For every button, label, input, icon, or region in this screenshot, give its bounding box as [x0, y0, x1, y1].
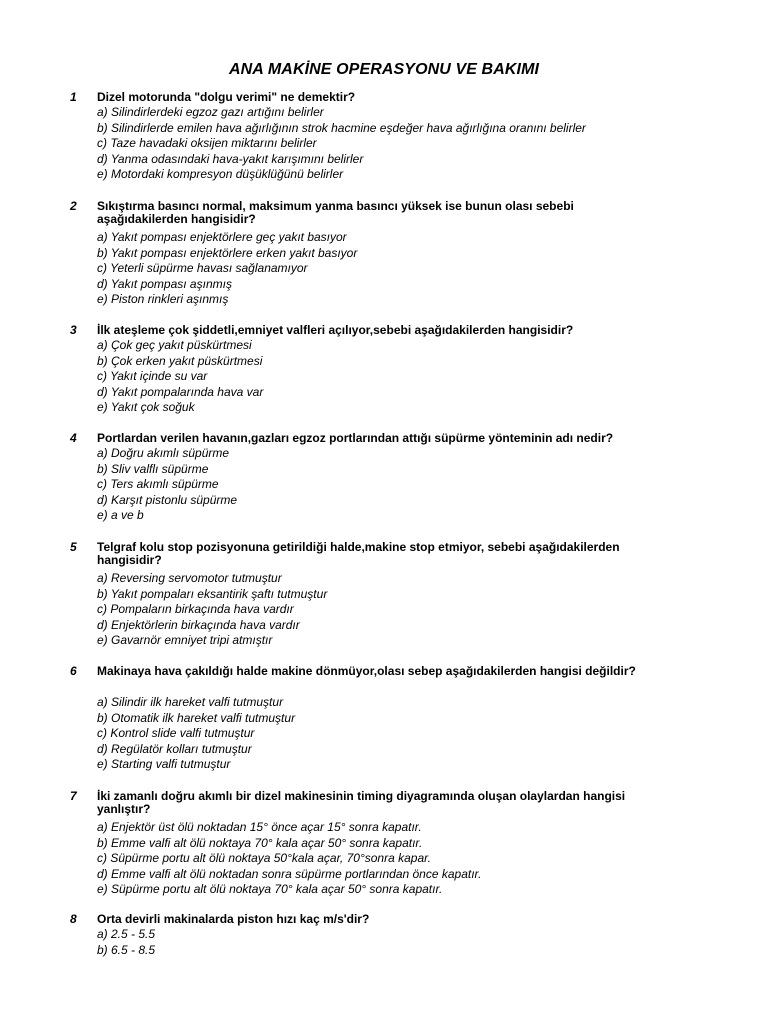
option: e) Yakıt çok soğuk: [97, 400, 195, 414]
option: b) Çok erken yakıt püskürtmesi: [97, 353, 263, 368]
options-list: [97, 230, 357, 308]
option: a) Silindir ilk hareket valfi tutmuştur: [97, 695, 284, 709]
question-number: 4: [70, 431, 77, 445]
options-list: [97, 446, 237, 524]
option: c) Ters akımlı süpürme: [97, 477, 219, 491]
options-list: [97, 105, 586, 183]
option: e) Gavarnör emniyet tripi atmıştır: [97, 633, 273, 647]
question-text: Orta devirli makinalarda piston hızı kaç m/s'dir?: [97, 912, 370, 926]
options-list: [97, 927, 155, 958]
question-text: Telgraf kolu stop pozisyonuna getirildiği halde,makine stop etmiyor, sebebi aşağıdakilerden hangisidir?: [97, 540, 620, 567]
option: b) Yakıt pompaları eksantirik şaftı tutmuştur: [97, 586, 328, 601]
question-number: 3: [70, 323, 77, 337]
question-text: Dizel motorunda "dolgu verimi" ne demektir?: [97, 90, 356, 104]
question-text: Makinaya hava çakıldığı halde makine dönmüyor,olası sebep aşağıdakilerden hangisi değildir?: [97, 664, 636, 678]
option: e) Starting valfi tutmuştur: [97, 757, 231, 771]
option: d) Yakıt pompası aşınmış: [97, 276, 232, 291]
option: d) Enjektörlerin birkaçında hava vardır: [97, 617, 300, 632]
option: a) Doğru akımlı süpürme: [97, 446, 230, 460]
option: a) Çok geç yakıt püskürtmesi: [97, 338, 252, 352]
option: d) Regülatör kolları tutmuştur: [97, 741, 252, 756]
question-text: Sıkıştırma basıncı normal, maksimum yanma basıncı yüksek ise bunun olası sebebi aşağıdakilerden hangisidir?: [97, 199, 574, 226]
options-list: [97, 338, 263, 416]
question-number: 6: [70, 664, 77, 678]
question-number: 1: [70, 90, 77, 104]
option: b) Emme valfi alt ölü noktaya 70° kala açar 50° sonra kapatır.: [97, 835, 423, 850]
option: c) Yeterli süpürme havası sağlanamıyor: [97, 261, 308, 275]
question-number: 2: [70, 199, 77, 213]
option: e) Piston rinkleri aşınmış: [97, 292, 229, 306]
option: d) Karşıt pistonlu süpürme: [97, 492, 238, 507]
question-number: 8: [70, 912, 77, 926]
option: c) Yakıt içinde su var: [97, 369, 208, 383]
option: e) Süpürme portu alt ölü noktaya 70° kala açar 50° sonra kapatır.: [97, 882, 443, 896]
option: a) 2.5 - 5.5: [97, 927, 156, 941]
option: b) Yakıt pompası enjektörlere erken yakıt basıyor: [97, 245, 358, 260]
question-text: Portlardan verilen havanın,gazları egzoz portlarından attığı süpürme yönteminin adı nedir?: [97, 431, 614, 445]
option: c) Süpürme portu alt ölü noktaya 50°kala açar, 70°sonra kapar.: [97, 851, 432, 865]
question-text: İlk ateşleme çok şiddetli,emniyet valfleri açılıyor,sebebi aşağıdakilerden hangisidir?: [97, 323, 574, 337]
question-text: İki zamanlı doğru akımlı bir dizel makinesinin timing diyagramında oluşan olaylardan hangisi yanlıştır?: [97, 789, 626, 816]
options-list: [97, 571, 327, 649]
option: d) Yanma odasındaki hava-yakıt karışımını belirler: [97, 151, 364, 166]
option: b) 6.5 - 8.5: [97, 942, 156, 957]
option: a) Silindirlerdeki egzoz gazı artığını belirler: [97, 105, 324, 119]
option: d) Yakıt pompalarında hava var: [97, 384, 264, 399]
option: a) Yakıt pompası enjektörlere geç yakıt basıyor: [97, 230, 347, 244]
options-list: [97, 820, 481, 898]
option: d) Emme valfi alt ölü noktadan sonra süpürme portlarından önce kapatır.: [97, 866, 482, 881]
option: e) a ve b: [97, 508, 144, 522]
option: c) Pompaların birkaçında hava vardır: [97, 602, 294, 616]
question-number: 5: [70, 540, 77, 554]
option: e) Motordaki kompresyon düşüklüğünü belirler: [97, 167, 344, 181]
option: b) Sliv valflı süpürme: [97, 461, 209, 476]
option: c) Kontrol slide valfi tutmuştur: [97, 726, 255, 740]
page-title: ANA MAKİNE OPERASYONU VE BAKIMI: [228, 61, 540, 78]
options-list: [97, 695, 295, 773]
option: b) Otomatik ilk hareket valfi tutmuştur: [97, 710, 296, 725]
question-number: 7: [70, 789, 77, 803]
option: c) Taze havadaki oksijen miktarını belirler: [97, 136, 317, 150]
option: a) Reversing servomotor tutmuştur: [97, 571, 282, 585]
option: b) Silindirlerde emilen hava ağırlığının strok hacmine eşdeğer hava ağırlığına oranını belirler: [97, 120, 586, 135]
option: a) Enjektör üst ölü noktadan 15° önce açar 15° sonra kapatır.: [97, 820, 422, 834]
